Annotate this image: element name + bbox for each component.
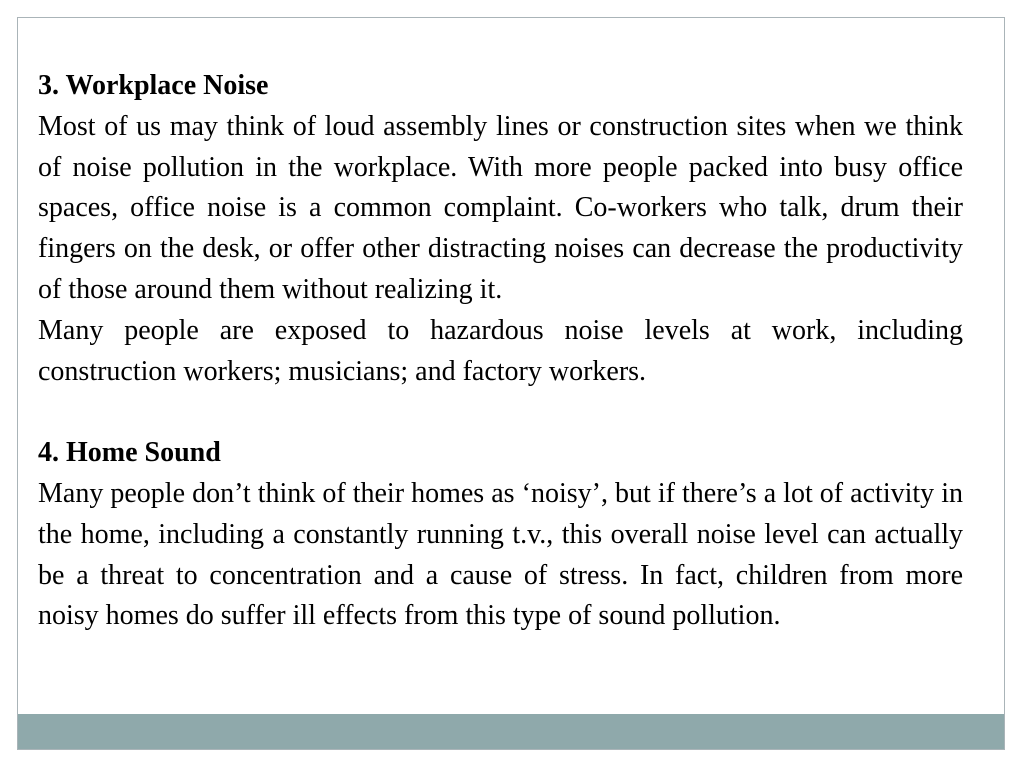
section-heading: 3. Workplace Noise [38, 70, 269, 101]
section-paragraph: Many people don’t think of their homes as ‘noisy’, but if there’s a lot of activity in the home, including a constantly running t.v., this overall noise level can actually be a threat to concentration and a cause of stress. In fact, children from more noisy homes do suffer ill effects from this type of sound pollution. [38, 477, 963, 632]
slide-frame [17, 17, 1005, 750]
footer-bar [18, 714, 1004, 749]
slide-content [38, 66, 963, 637]
section-heading: 4. Home Sound [38, 437, 221, 469]
section-paragraph: Many people are exposed to hazardous noise levels at work, including construction workers; musicians; and factory workers. [38, 314, 963, 387]
section-home-sound [38, 433, 963, 637]
section-workplace-noise [38, 66, 963, 392]
section-spacer [38, 392, 963, 433]
section-paragraph: Most of us may think of loud assembly lines or construction sites when we think of noise pollution in the workplace. With more people packed into busy office spaces, office noise is a common complaint. Co-workers who talk, drum their fingers on the desk, or offer other distracting noises can decrease the productivity of those around them without realizing it. [38, 110, 963, 305]
